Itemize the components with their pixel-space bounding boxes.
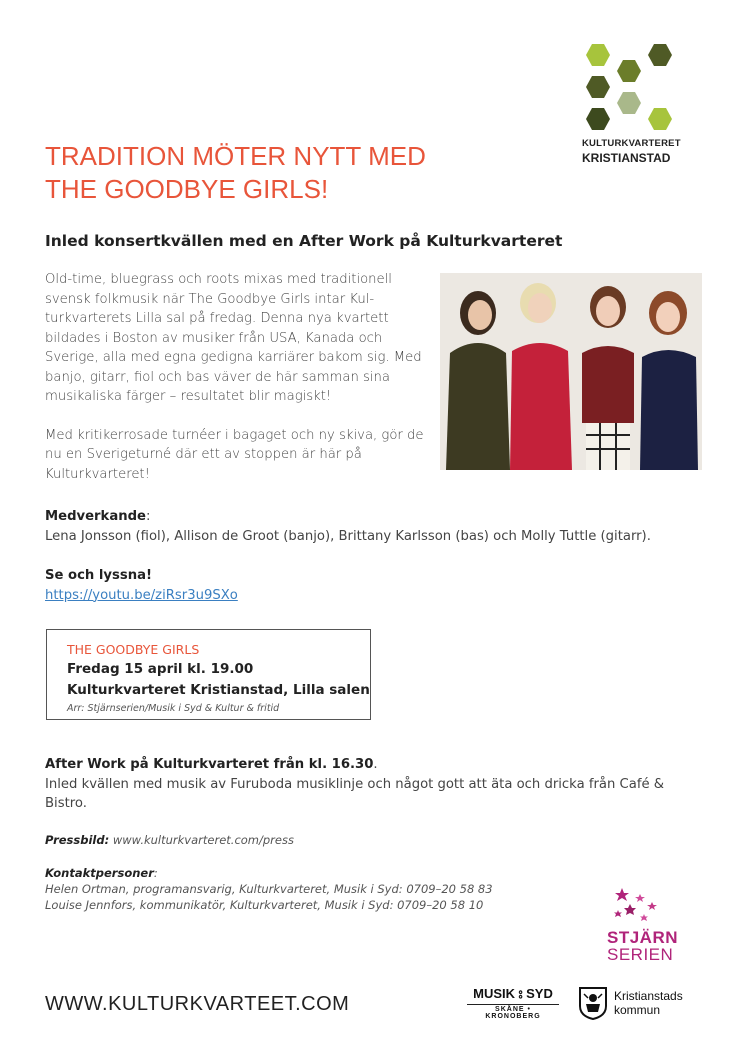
after-work-section	[45, 755, 715, 814]
kontakt-label: Kontaktpersoner	[45, 866, 154, 880]
kontakt-line-2: Louise Jennfors, kommunikatör, Kulturkvarteret, Musik i Syd: 0709–20 58 10	[45, 898, 484, 912]
event-date: Fredag 15 april kl. 19.00	[67, 661, 254, 677]
intro-paragraph-2: Med kritikerrosade turnéer i bagaget och ny skiva, gör de nu en Sverigeturné där ett av stoppen är här på Kulturkvarteret!	[45, 427, 424, 482]
logo-line2: KRISTIANSTAD	[582, 151, 671, 165]
stjarnserien-line2: SERIEN	[607, 945, 674, 964]
kontakt-section	[45, 865, 645, 913]
event-arranger: Arr: Stjärnserien/Musik i Syd & Kultur & fritid	[67, 703, 280, 714]
pressbild-url[interactable]: www.kulturkvarteret.com/press	[112, 833, 294, 847]
listen-section	[45, 566, 715, 605]
after-work-label: After Work på Kulturkvarteret från kl. 16.30	[45, 757, 374, 772]
band-photo	[440, 273, 702, 470]
event-title: THE GOODBYE GIRLS	[67, 642, 200, 657]
medverkande-text: Lena Jonsson (fiol), Allison de Groot (banjo), Brittany Karlsson (bas) och Molly Tuttle (gitarr).	[45, 528, 651, 544]
event-venue: Kulturkvarteret Kristianstad, Lilla salen	[67, 682, 370, 698]
event-info-box	[46, 629, 371, 720]
after-work-dot: .	[373, 757, 378, 772]
youtube-link[interactable]: https://youtu.be/ziRsr3u9SXo	[45, 587, 238, 603]
kontakt-line-1: Helen Ortman, programansvarig, Kulturkvarteret, Musik i Syd: 0709–20 58 83	[45, 882, 493, 896]
headline-line2: THE GOODBYE GIRLS!	[45, 174, 329, 204]
subheading: Inled konsertkvällen med en After Work på Kulturkvarteret	[45, 232, 563, 250]
musik-i-syd-name: MUSIK ⦂ SYD	[467, 986, 559, 1005]
musik-i-syd-logo	[467, 986, 559, 1020]
stjarnserien-line1: STJÄRN	[607, 928, 679, 947]
kristianstad-crest-icon	[578, 986, 608, 1020]
kommun-line2: kommun	[614, 1003, 661, 1017]
intro-paragraph-1: Old-time, bluegrass och roots mixas med traditionell svensk folkmusik när The Goodbye Girls intar Kul-turkvarterets Lilla sal på fredag. Denna nya kvartett bildades i Boston av musiker från USA, Kanada och Sverige, alla med egna gedigna karriärer bakom sig. Med banjo, gitarr, fiol och bas väver de här samman sina musikaliska färger – resultatet blir magiskt!	[45, 272, 422, 404]
stars-icon	[600, 886, 680, 928]
intro-text	[45, 270, 430, 503]
musik-i-syd-sub: SKÅNE • KRONOBERG	[485, 1006, 541, 1020]
pressbild-label: Pressbild:	[45, 833, 110, 847]
hexagon-logo-icon	[582, 42, 682, 137]
kommun-line1: Kristianstads	[614, 989, 683, 1003]
medverkande-section	[45, 507, 715, 546]
medverkande-colon: :	[146, 509, 151, 524]
medverkande-label: Medverkande	[45, 509, 146, 524]
logo-line1: KULTURKVARTERET	[582, 138, 681, 149]
kontakt-colon: :	[153, 866, 158, 880]
after-work-text: Inled kvällen med musik av Furuboda musiklinje och något gott att äta och dricka från Café & Bistro.	[45, 776, 665, 811]
listen-label: Se och lyssna!	[45, 568, 153, 583]
pressbild-line	[45, 832, 645, 848]
footer-url[interactable]: WWW.KULTURKVARTEET.COM	[45, 993, 350, 1015]
headline-line1: TRADITION MÖTER NYTT MED	[45, 141, 426, 171]
page-title	[45, 140, 545, 206]
